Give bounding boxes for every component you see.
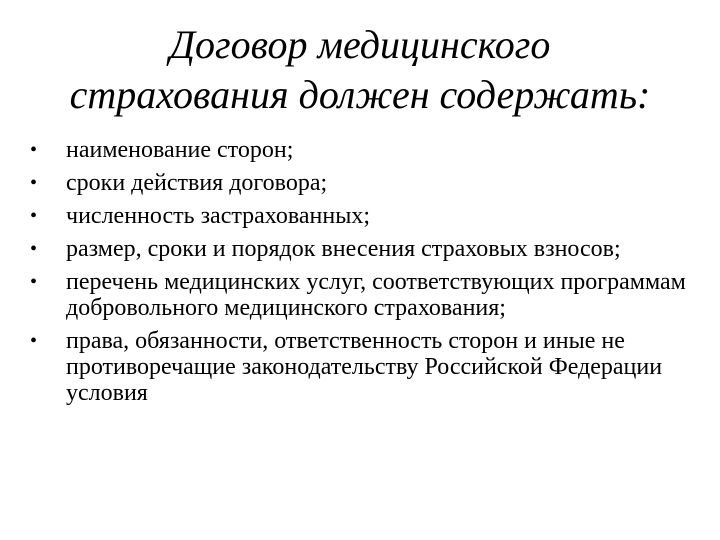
bullet-list [28,137,688,413]
bullet-text: наименование сторон; [66,137,294,163]
bullet-text: права, обязанности, ответственность сторон и иные не противоречащие законодательству Российской Федерации условия [66,328,663,406]
bullet-item [28,269,688,321]
bullet-item [28,170,688,196]
bullet-item [28,328,688,406]
bullet-item [28,203,688,229]
bullet-item [28,137,688,163]
bullet-dot-icon: • [30,172,38,194]
bullet-text: перечень медицинских услуг, соответствующих программам добровольного медицинского страхования; [66,269,686,321]
bullet-dot-icon: • [30,139,38,161]
bullet-text: сроки действия договора; [66,170,328,196]
title-line-1: Договор медицинского [169,22,551,67]
bullet-dot-icon: • [30,330,38,352]
bullet-dot-icon: • [30,238,38,260]
slide-title [40,20,680,120]
bullet-item [28,236,688,262]
bullet-text: размер, сроки и порядок внесения страховых взносов; [66,236,621,262]
bullet-text: численность застрахованных; [66,203,371,229]
bullet-dot-icon: • [30,205,38,227]
title-line-2: страхования должен содержать: [69,72,651,117]
bullet-dot-icon: • [30,271,38,293]
